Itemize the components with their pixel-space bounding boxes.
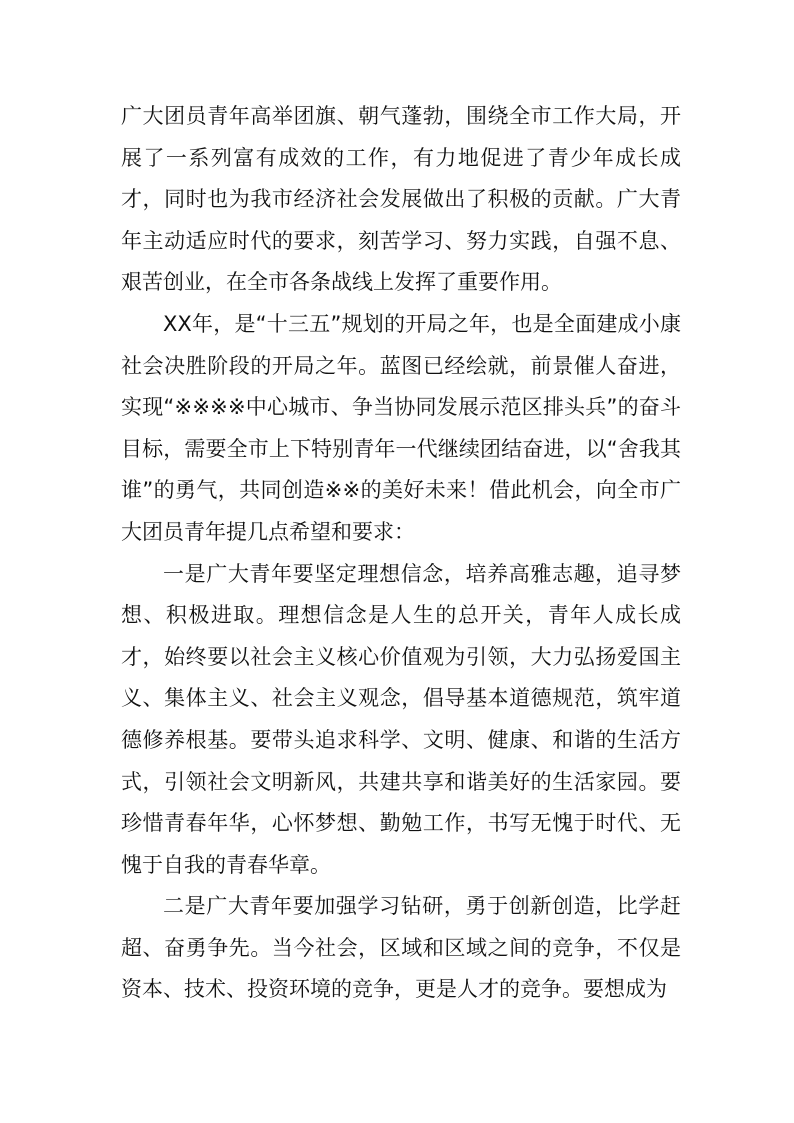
paragraph-3: 一是广大青年要坚定理想信念，培养高雅志趣，追寻梦想、积极进取。理想信念是人生的总开关，青年人成长成才，始终要以社会主义核心价值观为引领，大力弘扬爱国主义、集体主义、社会主义观念，倡导基本道德规范，筑牢道德修养根基。要带头追求科学、文明、健康、和谐的生活方式，引领社会文明新风，共建共享和谐美好的生活家园。要珍惜青春年华，心怀梦想、勤勉工作，书写无愧于时代、无愧于自我的青春华章。 [121, 561, 681, 877]
paragraph-4: 二是广大青年要加强学习钻研，勇于创新创造，比学赶超、奋勇争先。当今社会，区域和区域之间的竞争，不仅是资本、技术、投资环境的竞争，更是人才的竞争。要想成为 [121, 894, 681, 1002]
document-body [121, 96, 681, 1011]
paragraph-1: 广大团员青年高举团旗、朝气蓬勃，围绕全市工作大局，开展了一系列富有成效的工作，有力地促进了青少年成长成才，同时也为我市经济社会发展做出了积极的贡献。广大青年主动适应时代的要求，刻苦学习、努力实践，自强不息、艰苦创业，在全市各条战线上发挥了重要作用。 [121, 104, 681, 295]
paragraph-2: XX年，是“十三五”规划的开局之年，也是全面建成小康社会决胜阶段的开局之年。蓝图已经绘就，前景催人奋进，实现“※※※※中心城市、争当协同发展示范区排头兵”的奋斗目标，需要全市上下特别青年一代继续团结奋进，以“舍我其谁”的勇气，共同创造※※的美好未来！借此机会，向全市广大团员青年提几点希望和要求： [121, 311, 681, 544]
